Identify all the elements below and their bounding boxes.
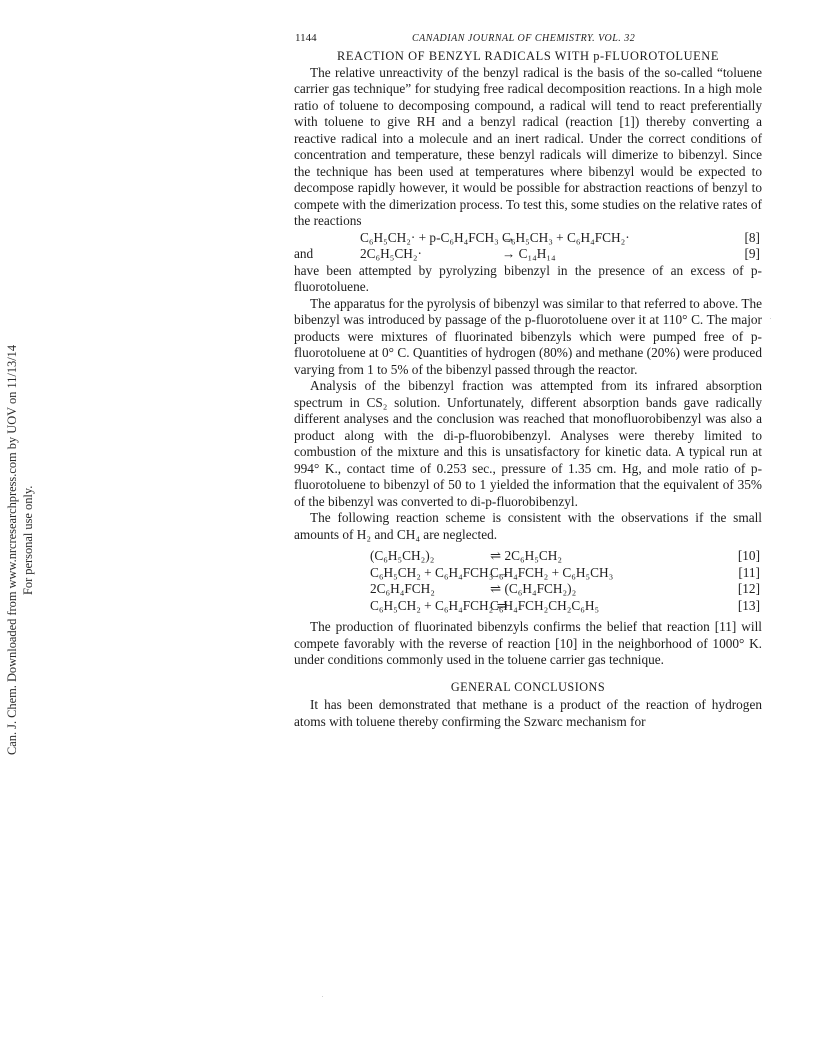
reaction-number: [10] xyxy=(737,548,760,563)
reaction-13 xyxy=(294,598,762,615)
paragraph-5: The following reaction scheme is consistent with the observations if the small amounts of H₂ and CH₄ are neglected. xyxy=(294,510,762,542)
reaction-10 xyxy=(294,548,762,565)
reaction-scheme xyxy=(294,548,762,614)
reaction-number: [9] xyxy=(744,246,760,261)
reaction-rhs: C₆H₄FCH₂CH₂C₆H₅ xyxy=(490,597,600,613)
paragraph-2: have been attempted by pyrolyzing bibenzyl in the presence of an excess of p-fluorotoluene. xyxy=(294,262,762,294)
running-header xyxy=(294,30,762,48)
page-number: 1144 xyxy=(295,32,317,44)
reaction-number: [12] xyxy=(737,581,760,596)
scan-speck xyxy=(770,318,771,319)
paragraph-3: The apparatus for the pyrolysis of bibenzyl was similar to that referred to above. The bibenzyl was introduced by passage of the p-fluorotoluene over it at 110° C. The major products were mixtures of fluorinated bibenzyls which were pumped free of p-fluorotoluene at 0° C. Quantities of hydrogen (80%) and methane (20%) were produced varying from 1 to 5% of the bibenzyl passed through the reactor. xyxy=(294,295,762,377)
reaction-lhs: C₆H₅CH₂· + p-C₆H₄FCH₃ → xyxy=(360,229,516,245)
reaction-rhs: ⇌ 2C₆H₅CH₂ xyxy=(490,548,562,563)
reaction-9 xyxy=(294,246,762,263)
reaction-rhs: C₆H₅CH₃ + C₆H₄FCH₂· xyxy=(502,229,630,245)
reaction-8 xyxy=(294,230,762,247)
paragraph-7: It has been demonstrated that methane is a product of the reaction of hydrogen atoms with toluene thereby confirming the Szwarc mechanism for xyxy=(294,697,762,729)
reaction-12 xyxy=(294,581,762,598)
section-title: REACTION OF BENZYL RADICALS WITH p-FLUOROTOLUENE xyxy=(336,49,720,63)
watermark-line-1: Can. J. Chem. Downloaded from www.nrcresearchpress.com by UOV on 11/13/14 xyxy=(5,344,19,755)
reaction-lhs: C₆H₅CH₂ + C₆H₄FCH₂ ⇌ xyxy=(370,597,508,613)
watermark-line-2: For personal use only. xyxy=(21,485,35,595)
reaction-label: and xyxy=(294,246,314,261)
reaction-number: [8] xyxy=(744,229,760,245)
reaction-rhs: ⇌ (C₆H₄FCH₂)₂ xyxy=(490,581,577,596)
watermark-svg xyxy=(2,200,52,760)
reaction-11 xyxy=(294,565,762,582)
paragraph-1: The relative unreactivity of the benzyl radical is the basis of the so-called “toluene carrier gas technique” for studying free radical decomposition reactions. In a high mole ratio of toluene to decomposing compound, a radical will tend to react preferentially with toluene to give RH and a benzyl radical (reaction [1]) thereby converting a reactive radical into a molecule and an inert radical. Under the correct conditions of concentration and temperature, these benzyl radicals will dimerize to bibenzyl. Since the technique has been used at temperatures where bibenzyl would be expected to decompose rapidly however, it would be possible for abstraction reactions of benzyl to compete with the dimerization process. To test this, some studies on the relative rates of the reactions xyxy=(294,64,762,228)
article-page xyxy=(294,30,762,730)
reaction-number: [11] xyxy=(738,564,760,580)
reaction-lhs: C₆H₅CH₂ + C₆H₄FCH₃ → xyxy=(370,564,510,580)
paragraph-6: The production of fluorinated bibenzyls confirms the belief that reaction [11] will compete favorably with the reverse of reaction [10] in the neighborhood of 1000° K. under conditions commonly used in the toluene carrier gas technique. xyxy=(294,619,762,667)
section-heading: GENERAL CONCLUSIONS xyxy=(450,679,606,694)
reaction-lhs: 2C₆H₄FCH₂ xyxy=(370,581,435,596)
reaction-lhs: 2C₆H₅CH₂· xyxy=(360,246,422,261)
download-watermark xyxy=(2,200,52,760)
reaction-rhs: C₆H₄FCH₂ + C₆H₅CH₃ xyxy=(490,564,614,580)
journal-title: CANADIAN JOURNAL OF CHEMISTRY. VOL. 32 xyxy=(412,33,636,44)
scan-speck xyxy=(322,996,323,997)
paragraph-4: Analysis of the bibenzyl fraction was attempted from its infrared absorption spectrum in CS₂ solution. Unfortunately, different absorption bands gave radically different analyses and the conclusion was reached that monofluorobibenzyl was also a product along with the di-p-fluorobibenzyl. Analyses were thereby limited to combustion of the mixture and this is unsatisfactory for kinetic data. A typical run at 994° K., contact time of 0.253 sec., pressure of 1.35 cm. Hg, and mole ratio of p-fluorotoluene to bibenzyl of 50 to 1 yielded the information that the equivalent of 35% of the bibenzyl was converted to di-p-fluorobibenzyl. xyxy=(294,378,762,509)
reaction-lhs: (C₆H₅CH₂)₂ xyxy=(370,548,435,563)
reaction-number: [13] xyxy=(737,597,760,613)
reaction-rhs: → C₁₄H₁₄ xyxy=(502,246,556,261)
